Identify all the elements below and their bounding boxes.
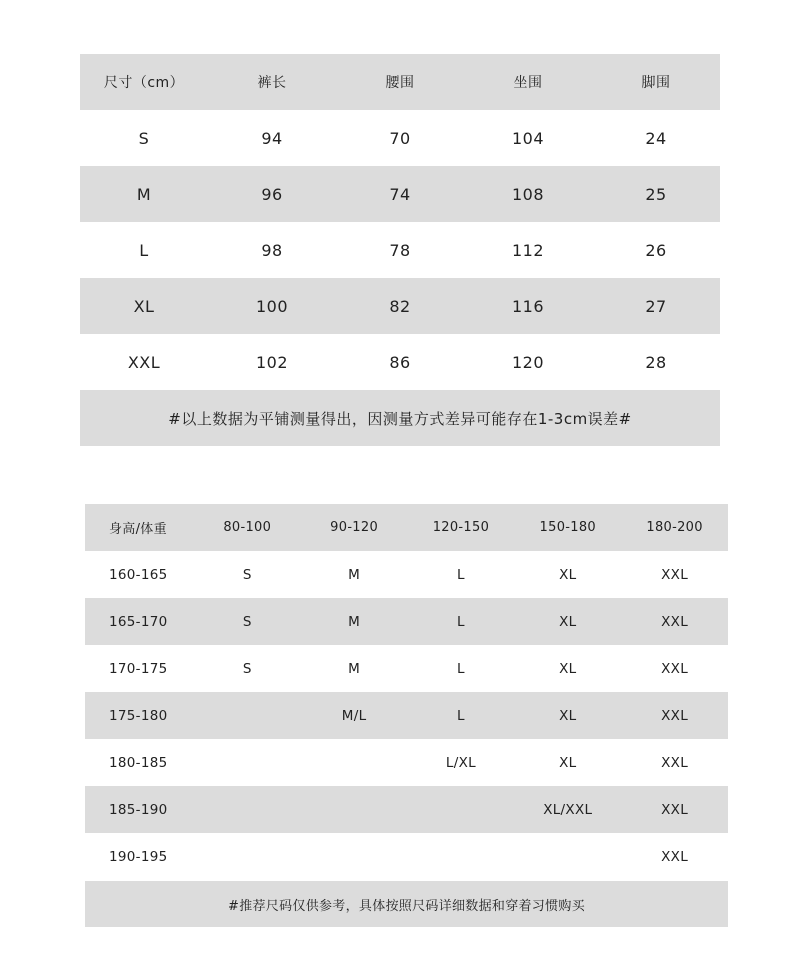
table-cell: M	[348, 660, 361, 677]
header-cell: 150-180	[539, 520, 596, 535]
header-cell: 80-100	[223, 520, 272, 535]
table-cell: 82	[389, 296, 411, 316]
table-cell: 98	[261, 240, 283, 260]
header-cell: 腰围	[385, 75, 415, 91]
table-cell: XL	[559, 754, 577, 771]
table-row	[80, 166, 720, 222]
table-cell: 160-165	[109, 566, 168, 583]
table-cell: 112	[511, 240, 545, 260]
table-cell: L	[457, 566, 465, 583]
header-cell: 120-150	[432, 520, 490, 535]
table-cell: S	[138, 128, 150, 148]
table-cell: XXL	[127, 352, 161, 372]
table-header-row	[85, 504, 728, 551]
table-cell: 190-195	[109, 848, 168, 865]
table-cell: S	[242, 660, 252, 677]
table-cell: 120	[511, 352, 545, 372]
table-cell: 94	[261, 128, 283, 148]
table-row	[80, 278, 720, 334]
table-cell: 28	[645, 352, 667, 372]
table-cell: XXL	[661, 754, 689, 771]
table-header-row	[80, 54, 720, 110]
table-cell: S	[242, 566, 252, 583]
header-cell: 身高/体重	[109, 522, 167, 537]
table-cell: 185-190	[109, 801, 168, 818]
table-cell: 104	[511, 128, 545, 148]
table-cell: 102	[255, 352, 289, 372]
table-cell: 180-185	[109, 754, 168, 771]
header-cell: 尺寸（cm）	[103, 75, 185, 91]
table-row	[85, 692, 728, 739]
header-cell: 180-200	[646, 520, 703, 535]
table-row	[80, 334, 720, 390]
table-row	[80, 110, 720, 166]
table-cell: 26	[645, 240, 667, 260]
table-row	[85, 645, 728, 692]
header-cell: 裤长	[257, 75, 287, 91]
table-cell: M	[136, 184, 152, 204]
table-cell: L	[457, 707, 465, 724]
table-cell: 170-175	[109, 660, 168, 677]
table-cell: L	[457, 613, 465, 630]
measurement-note: #以上数据为平铺测量得出，因测量方式差异可能存在1-3cm误差#	[80, 390, 720, 446]
table-cell: 175-180	[109, 707, 168, 724]
table-row	[80, 222, 720, 278]
table-cell: 24	[645, 128, 667, 148]
header-cell: 90-120	[330, 520, 379, 535]
header-cell: 脚围	[641, 75, 671, 91]
table-cell: M/L	[341, 707, 367, 724]
table-cell: XL	[559, 707, 577, 724]
table-cell: L	[139, 240, 149, 260]
table-cell: M	[348, 566, 361, 583]
measurement-table	[80, 54, 720, 446]
table-cell: XXL	[661, 707, 689, 724]
table-cell: 74	[389, 184, 411, 204]
table-cell: L	[457, 660, 465, 677]
table-cell: 116	[511, 296, 545, 316]
recommendation-note: #推荐尺码仅供参考，具体按照尺码详细数据和穿着习惯购买	[85, 881, 728, 927]
table-cell: XL	[559, 613, 577, 630]
table-cell: 165-170	[109, 613, 168, 630]
table-cell: 27	[645, 296, 667, 316]
table-cell: XXL	[661, 613, 689, 630]
table-row	[85, 786, 728, 833]
table-cell: M	[348, 613, 361, 630]
table-cell: 96	[261, 184, 283, 204]
table-cell: XL	[559, 566, 577, 583]
table-row	[85, 551, 728, 598]
size-recommendation-table	[85, 504, 728, 927]
table-cell: 78	[389, 240, 411, 260]
table-row	[85, 739, 728, 786]
table-cell: 86	[389, 352, 411, 372]
table-cell: XL	[559, 660, 577, 677]
table-cell: XXL	[661, 848, 689, 865]
table-row	[85, 833, 728, 880]
table-cell: 25	[645, 184, 667, 204]
table-cell: XXL	[661, 801, 689, 818]
table-cell: S	[242, 613, 252, 630]
header-cell: 坐围	[513, 75, 543, 91]
table-cell: XXL	[661, 660, 689, 677]
table-row	[85, 598, 728, 645]
table-cell: 70	[389, 128, 411, 148]
table-cell: XL	[133, 296, 155, 316]
table-cell: 100	[255, 296, 289, 316]
table-cell: XL/XXL	[543, 801, 593, 818]
table-cell: L/XL	[445, 754, 476, 771]
table-cell: 108	[511, 184, 545, 204]
table-cell: XXL	[661, 566, 689, 583]
